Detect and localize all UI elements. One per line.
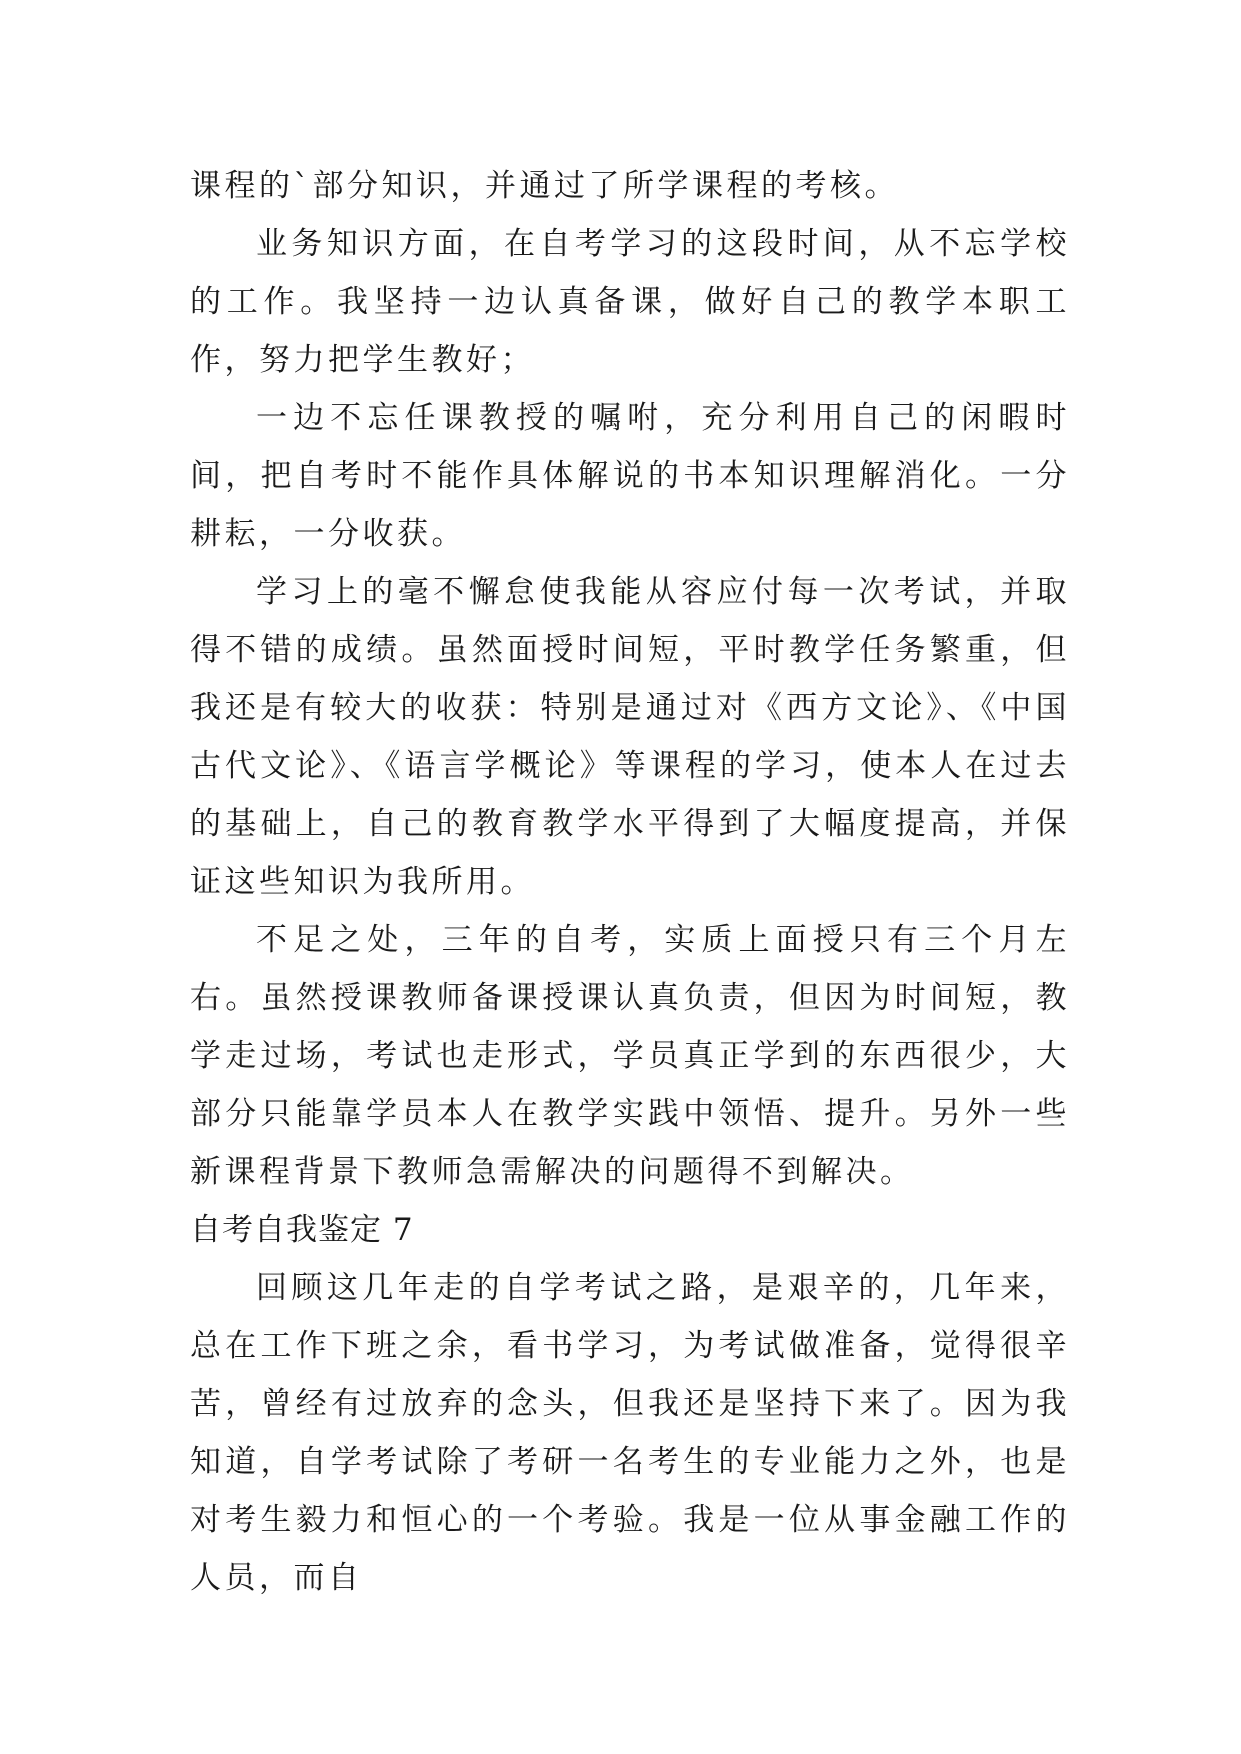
section-heading: 自考自我鉴定 7 [190, 1212, 414, 1248]
paragraph-study-gains: 学习上的毫不懈怠使我能从容应付每一次考试，并取得不错的成绩。虽然面授时间短，平时教学任务繁重，但我还是有较大的收获：特别是通过对《西方文论》、《中国古代文论》、《语言学概论》等课程的学习，使本人在过去的基础上，自己的教育教学水平得到了大幅度提高，并保证这些知识为我所用。 [190, 574, 1070, 900]
paragraph-professor-advice: 一边不忘任课教授的嘱咐，充分利用自己的闲暇时间，把自考时不能作具体解说的书本知识理解消化。一分耕耘，一分收获。 [190, 400, 1070, 552]
document-body [190, 157, 1070, 1607]
paragraph-shortcomings: 不足之处，三年的自考，实质上面授只有三个月左右。虽然授课教师备课授课认真负责，但因为时间短，教学走过场，考试也走形式，学员真正学到的东西很少，大部分只能靠学员本人在教学实践中领悟、提升。另外一些新课程背景下教师急需解决的问题得不到解决。 [190, 922, 1070, 1190]
paragraph-continued: 课程的`部分知识，并通过了所学课程的考核。 [190, 168, 899, 204]
paragraph-review: 回顾这几年走的自学考试之路，是艰辛的，几年来，总在工作下班之余，看书学习，为考试做准备，觉得很辛苦，曾经有过放弃的念头，但我还是坚持下来了。因为我知道，自学考试除了考研一名考生的专业能力之外，也是对考生毅力和恒心的一个考验。我是一位从事金融工作的人员，而自 [190, 1270, 1070, 1596]
paragraph-business-knowledge: 业务知识方面，在自考学习的这段时间，从不忘学校的工作。我坚持一边认真备课，做好自己的教学本职工作，努力把学生教好； [190, 226, 1070, 378]
